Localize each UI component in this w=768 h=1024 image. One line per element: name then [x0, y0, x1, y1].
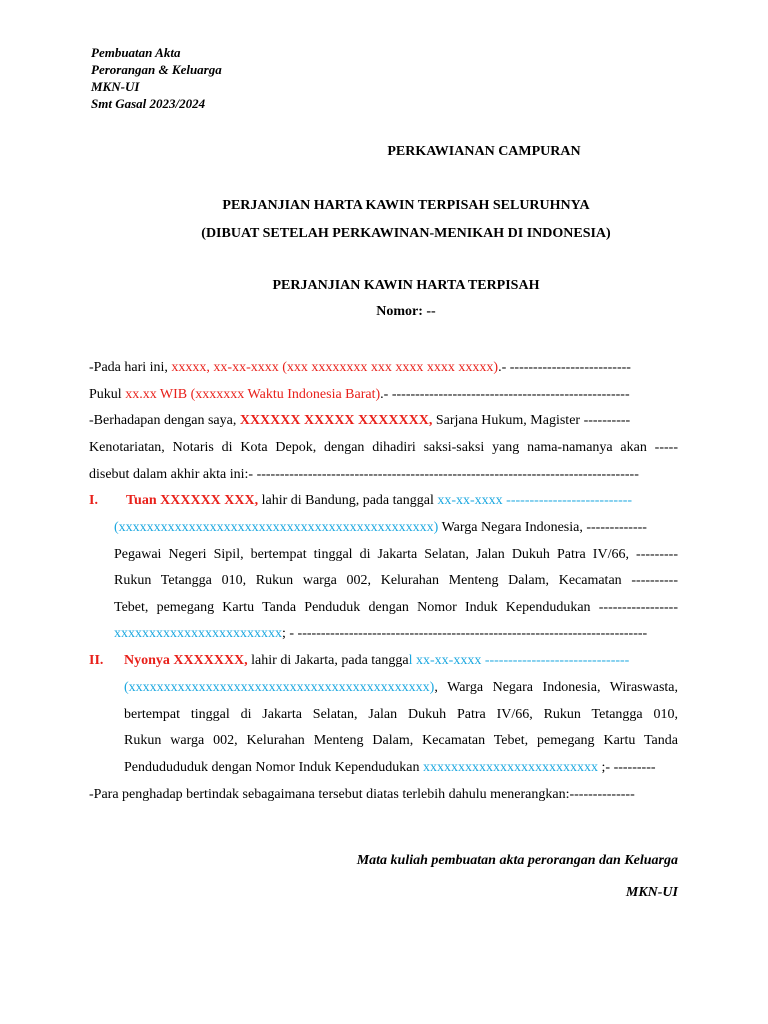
party-2-line-4: Rukun warga 002, Kelurahan Menteng Dalam, Kecamatan Tebet, pemegang Kartu Tanda: [124, 733, 678, 748]
party-1-line-2: [114, 519, 678, 537]
party-2-line-1: [89, 652, 678, 670]
opening-dashes: .- ---------------------------------------------------: [380, 387, 630, 402]
opening-text: -Berhadapan dengan saya,: [89, 413, 240, 428]
party-1-line-4: Rukun Tetangga 010, Rukun warga 002, Kelurahan Menteng Dalam, Kecamatan ----------: [114, 573, 678, 588]
party-1-birth: lahir di Bandung, pada tanggal: [258, 493, 438, 508]
deed-number: Nomor: --: [376, 304, 436, 319]
party-2-birth-date-words: (xxxxxxxxxxxxxxxxxxxxxxxxxxxxxxxxxxxxxxxxxxx): [124, 680, 435, 695]
party-1-line-6: [114, 625, 678, 643]
header-line-3: MKN-UI: [91, 79, 140, 94]
opening-line-4: Kenotariatan, Notaris di Kota Depok, dengan dihadiri saksi-saksi yang nama-namanya akan -----: [89, 440, 678, 455]
party-2-dashes: ;- ---------: [598, 760, 656, 775]
party-1-dashes: ; - ---------------------------------------------------------------------------: [282, 626, 648, 641]
header-line-4: Smt Gasal 2023/2024: [91, 96, 206, 111]
main-title: PERKAWIANAN CAMPURAN: [387, 144, 581, 159]
opening-date: xxxxx, xx-xx-xxxx (xxx xxxxxxxx xxx xxxx xxxx xxxxx): [171, 360, 499, 375]
opening-time: xx.xx WIB (xxxxxxx Waktu Indonesia Barat): [125, 387, 381, 402]
course-header: [91, 44, 222, 112]
party-2-number: II.: [89, 653, 104, 668]
agreement-title-2: (DIBUAT SETELAH PERKAWINAN-MENIKAH DI INDONESIA): [201, 226, 611, 241]
notary-name: XXXXXX XXXXX XXXXXXX,: [239, 413, 433, 428]
agreement-title-1: PERJANJIAN HARTA KAWIN TERPISAH SELURUHNYA: [222, 198, 590, 213]
party-2-nationality: , Warga Negara Indonesia, Wiraswasta,: [434, 680, 678, 695]
party-1-birth-date-words: (xxxxxxxxxxxxxxxxxxxxxxxxxxxxxxxxxxxxxxxxxxxxx): [114, 520, 439, 535]
party-2-birth: lahir di Jakarta, pada tangga: [247, 653, 409, 668]
party-1-birth-date: xx-xx-xxxx ---------------------------: [437, 493, 633, 508]
opening-line-1: [89, 359, 678, 377]
party-1-nik: xxxxxxxxxxxxxxxxxxxxxxxx: [114, 626, 282, 641]
party-1-line-5: Tebet, pemegang Kartu Tanda Penduduk dengan Nomor Induk Kependudukan -----------------: [114, 600, 678, 615]
opening-text: -Pada hari ini,: [89, 360, 172, 375]
opening-line-2: [89, 386, 678, 404]
deed-title: PERJANJIAN KAWIN HARTA TERPISAH: [272, 278, 540, 293]
opening-line-3: [89, 412, 678, 430]
party-1-line-3: Pegawai Negeri Sipil, bertempat tinggal di Jakarta Selatan, Jalan Dukuh Patra IV/66, ---------: [114, 547, 678, 562]
party-1-number: I.: [89, 493, 98, 508]
party-2-line-3: bertempat tinggal di Jakarta Selatan, Jalan Dukuh Patra IV/66, Rukun Tetangga 010,: [124, 707, 678, 722]
opening-time-label: Pukul: [89, 387, 126, 402]
footer-institution: MKN-UI: [625, 885, 678, 900]
party-2-birth-date: l xx-xx-xxxx -------------------------------: [408, 653, 630, 668]
opening-line-5: disebut dalam akhir akta ini:- ----------------------------------------------------------------------------------: [89, 467, 639, 482]
opening-dashes: .- --------------------------: [498, 360, 631, 375]
party-2-line-2: [124, 679, 678, 697]
party-2-line-5: [124, 759, 678, 777]
notary-title: Sarjana Hukum, Magister ----------: [432, 413, 631, 428]
party-2-nik: xxxxxxxxxxxxxxxxxxxxxxxxx: [423, 760, 599, 775]
party-1-line-1: [89, 492, 678, 510]
party-2-nik-label: Pendudududuk dengan Nomor Induk Kependudukan: [124, 760, 424, 775]
closing-line: -Para penghadap bertindak sebagaimana tersebut diatas terlebih dahulu menerangkan:--------------: [89, 787, 635, 802]
footer-course-name: Mata kuliah pembuatan akta perorangan dan Keluarga: [356, 853, 678, 868]
header-line-2: Perorangan & Keluarga: [91, 62, 222, 77]
party-2-name: Nyonya XXXXXXX,: [124, 653, 248, 668]
header-line-1: Pembuatan Akta: [91, 45, 181, 60]
party-1-nationality: Warga Negara Indonesia, -------------: [438, 520, 647, 535]
party-1-name: Tuan XXXXXX XXX,: [126, 493, 259, 508]
